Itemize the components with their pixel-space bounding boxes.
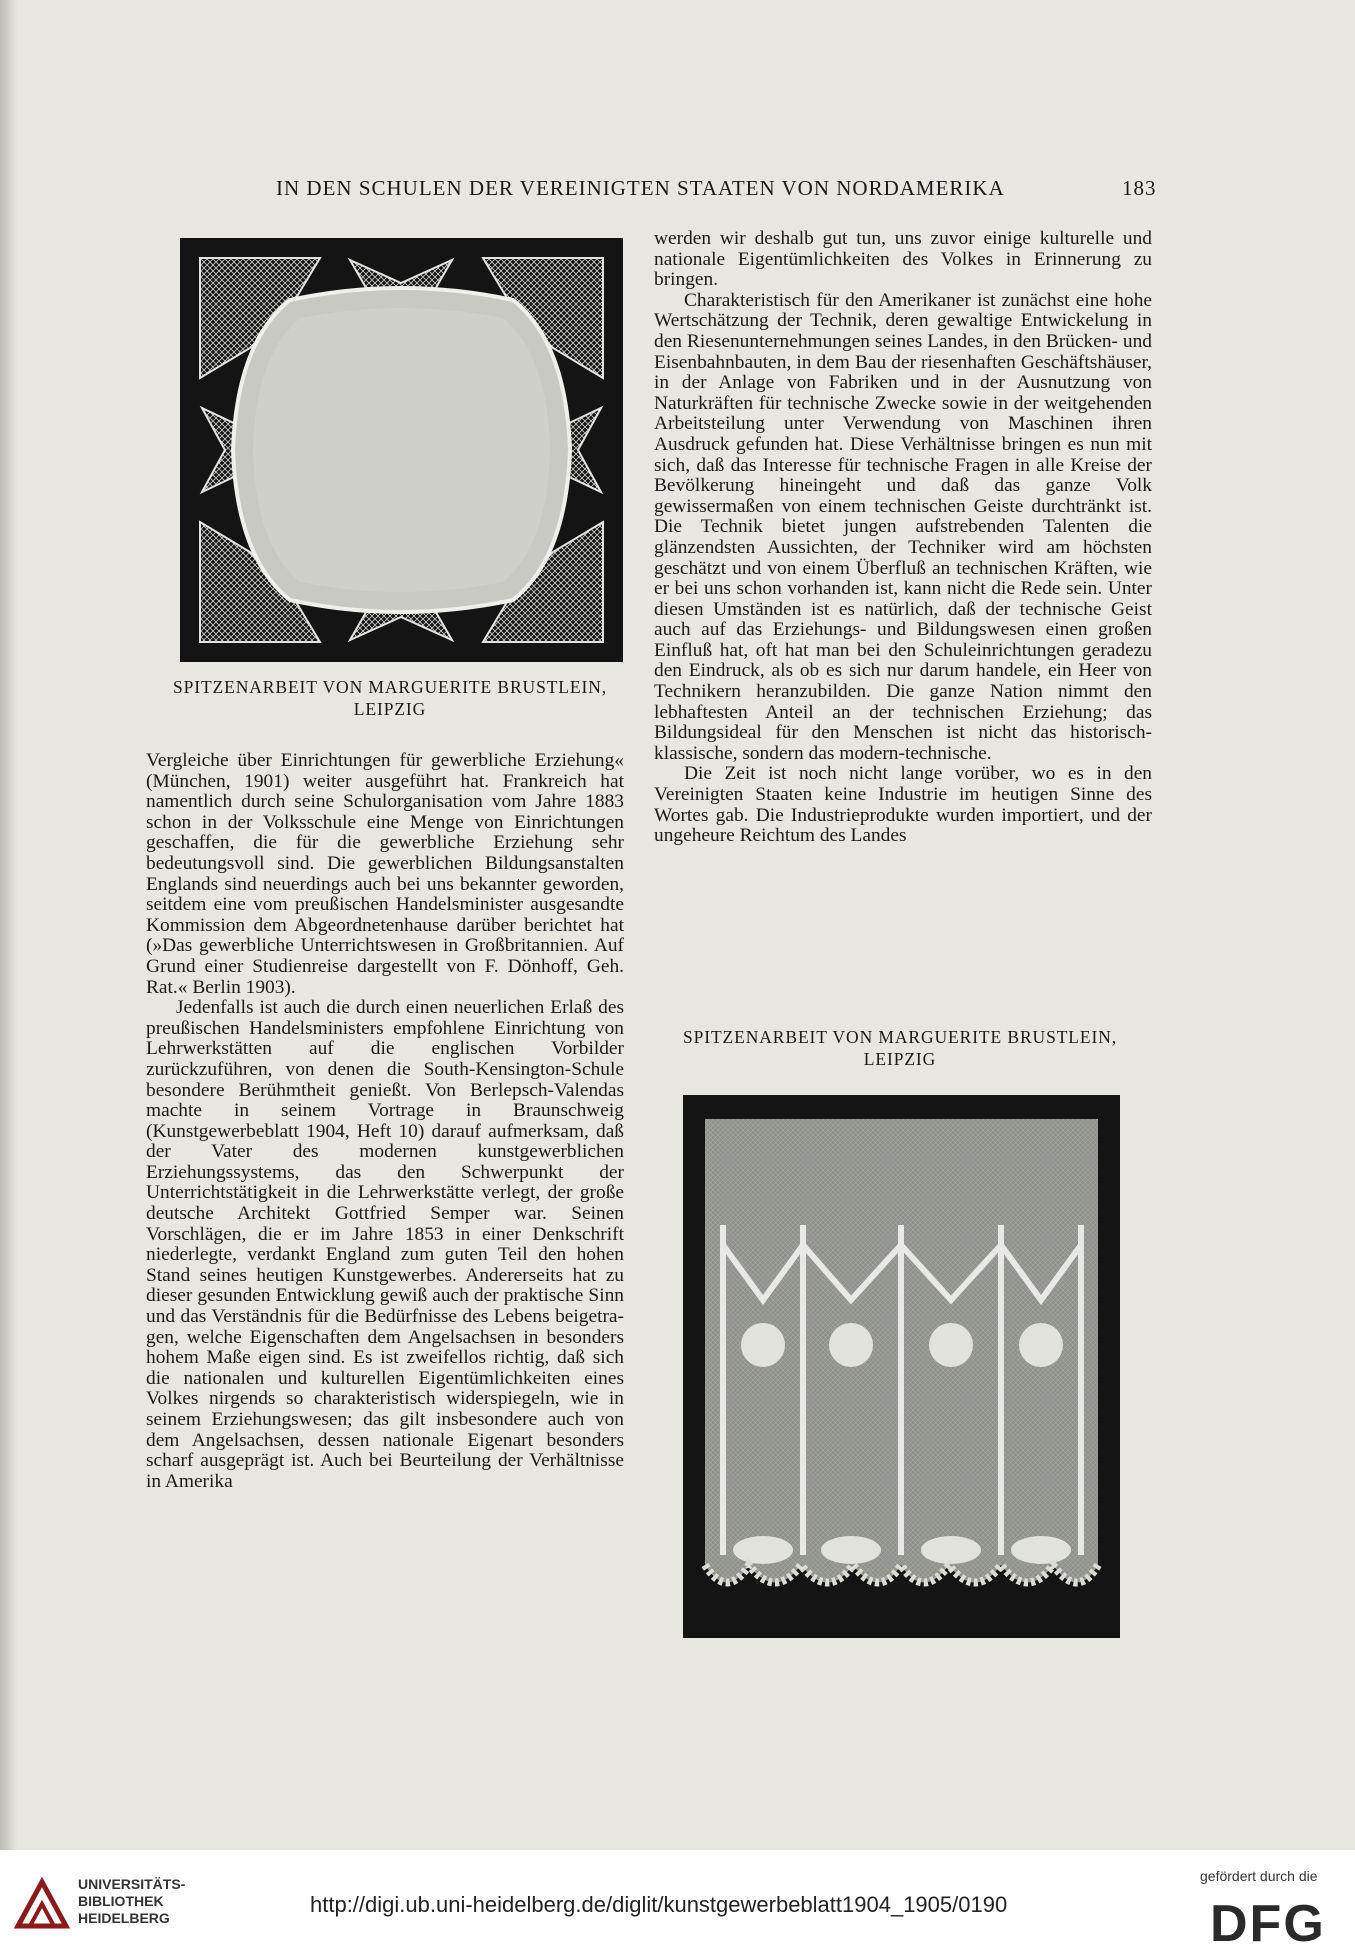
funding-note: gefördert durch die [1200,1868,1318,1884]
figure-caption-1 [130,676,650,720]
paragraph: Die Zeit ist noch nicht lange vorüber, wo es in den Vereinigten Staaten keine Industrie im heutigen Sinne des Wortes gab. Die Industrieprodukte wurden importiert, und der ungeheure Reichtum des Landes [654,763,1152,847]
paragraph: Charakteristisch für den Amerikaner ist zunächst eine hohe Wertschätzung der Technik, deren gewaltige Entwickelung in den Riesenunternehmungen seines Landes, in den Brücken- und Eisenbahnbauten, in dem Bau der riesenhaften Geschäftshäuser, in der Anlage von Fabriken und in der Ausnutzung von Naturkräften für technische Zwecke sowie in der weitgehenden Arbeitsteilung unter Verwendung von Maschinen ihren Ausdruck gefunden hat. Diese Verhältnisse bringen es nun mit sich, daß das Interesse für technische Fragen in alle Kreise der Bevölkerung hineingeht und daß das ganze Volk gewissermaßen von einem technischen Geiste durchtränkt ist. Die Technik bietet jungen aufstrebenden Talenten die glänzendsten Aussichten, der Techniker wird am höchsten geschätzt und von einem Überfluß an technischen Kräften, wie er bei uns schon vorhanden ist, kann nicht die Rede sein. Unter diesen Umständen ist es natürlich, daß der technische Geist auch auf das Erziehungs- und Bildungswesen einen großen Einfluß hat, oft hat man bei den Schuleinrichtungen geradezu den Eindruck, als ob es sich nur darum handele, ein Heer von Technikern heranzubilden. Die ganze Nation nimmt den lebhaftesten Anteil an der technischen Erziehung; das Bildungsideal für den Menschen ist nicht das historisch-klassische, sondern das modern-technische. [654,289,1152,764]
lace-doily-illustration [180,238,623,662]
caption-2-line-2: LEIPZIG [863,1049,937,1069]
caption-1-line-1: SPITZENARBEIT VON MARGUERITE BRUSTLEIN, [172,677,608,697]
paragraph: werden wir deshalb gut tun, uns zuvor einige kulturelle und nationale Eigentümlichkeiten des Volkes in Erinnerung zu bringen. [654,228,1152,291]
library-line-1: UNIVERSITÄTS- [78,1876,186,1892]
dfg-logo: DFG [1210,1895,1326,1953]
university-library-logo-icon [14,1876,70,1932]
library-line-2: BIBLIOTHEK [78,1893,164,1909]
caption-1-line-2: LEIPZIG [353,699,427,719]
text-column-right [654,229,1152,847]
library-line-3: HEIDELBERG [78,1910,170,1926]
library-footer [0,1850,1355,1958]
paragraph: Jedenfalls ist auch die durch einen neuerlichen Erlaß des preußischen Handelsministers empfohlene Einrichtung von Lehrwerkstätten auf die englischen Vorbilder zurückzuführen, von denen die South-Kensington-Schule besondere Berühmtheit genießt. Von Berlepsch-Valendas machte in seinem Vortrage in Braunschweig (Kunstgewerbeblatt 1904, Heft 10) darauf aufmerksam, daß der Vater des modernen kunstgewerblichen Erziehungssystems, das den Schwerpunkt der Unterrichtstätigkeit in die Lehrwerkstätte verlegt, der große deutsche Architekt Gottfried Semper war. Seinen Vorschlägen, die er im Jahre 1853 in einer Denkschrift niederlegte, verdankt England zum guten Teil den hohen Stand seines heutigen Kunstgewerbes. Andererseits hat zu dieser gesunden Entwicklung gewiß auch der praktische Sinn und das Verständnis für die Bedürfnisse des Lebens beigetragen, welche Eigenschaften dem Angelsachsen in besonders hohem Maße eigen sind. Es ist zweifellos richtig, daß sich die nationalen und kulturellen Eigentümlichkeiten eines Volkes nirgends so charakteristisch widerspiegeln, wie in seinem Erziehungswesen; das gilt insbesondere auch von dem Angelsachsen, dessen nationale Eigenart besonders scharf ausgeprägt ist. Auch bei Beurteilung der Verhältnisse in Amerika [146,997,624,1492]
permalink-url[interactable]: http://digi.ub.uni-heidelberg.de/diglit/kunstgewerbeblatt1904_1905/0190 [310,1892,1008,1917]
lace-curtain-image [683,1095,1120,1638]
caption-2-line-1: SPITZENARBEIT VON MARGUERITE BRUSTLEIN, [682,1027,1118,1047]
running-head-title: IN DEN SCHULEN DER VEREINIGTEN STAATEN VON NORDAMERIKA [276,176,1005,200]
paragraph: Vergleiche über Einrichtungen für gewerbliche Erziehung« (München, 1901) weiter ausgeführt hat. Frankreich hat namentlich durch seine Schulorganisation vom Jahre 1883 schon in der Volksschule eine Menge von Einrichtungen geschaffen, die für die gewerbliche Erziehung sehr bedeutungsvoll sind. Die gewerblichen Bildungsanstalten Englands sind neuerdings auch bei uns bekannter geworden, seitdem eine vom preußischen Handelsminister ausgesandte Kommission dem Abgeordnetenhause darüber berichtet hat (»Das gewerbliche Unterrichtswesen in Großbritannien. Auf Grund einer Studienreise dargestellt von F. Dönhoff, Geh. Rat.« Berlin 1903). [146,750,624,998]
lace-curtain-illustration [683,1095,1120,1638]
university-library-name [78,1876,218,1927]
lace-doily-image [180,238,623,662]
page-spine-shadow [0,0,18,1850]
page-number: 183 [1122,176,1157,200]
text-column-left [146,751,624,1492]
figure-caption-2 [640,1026,1160,1070]
